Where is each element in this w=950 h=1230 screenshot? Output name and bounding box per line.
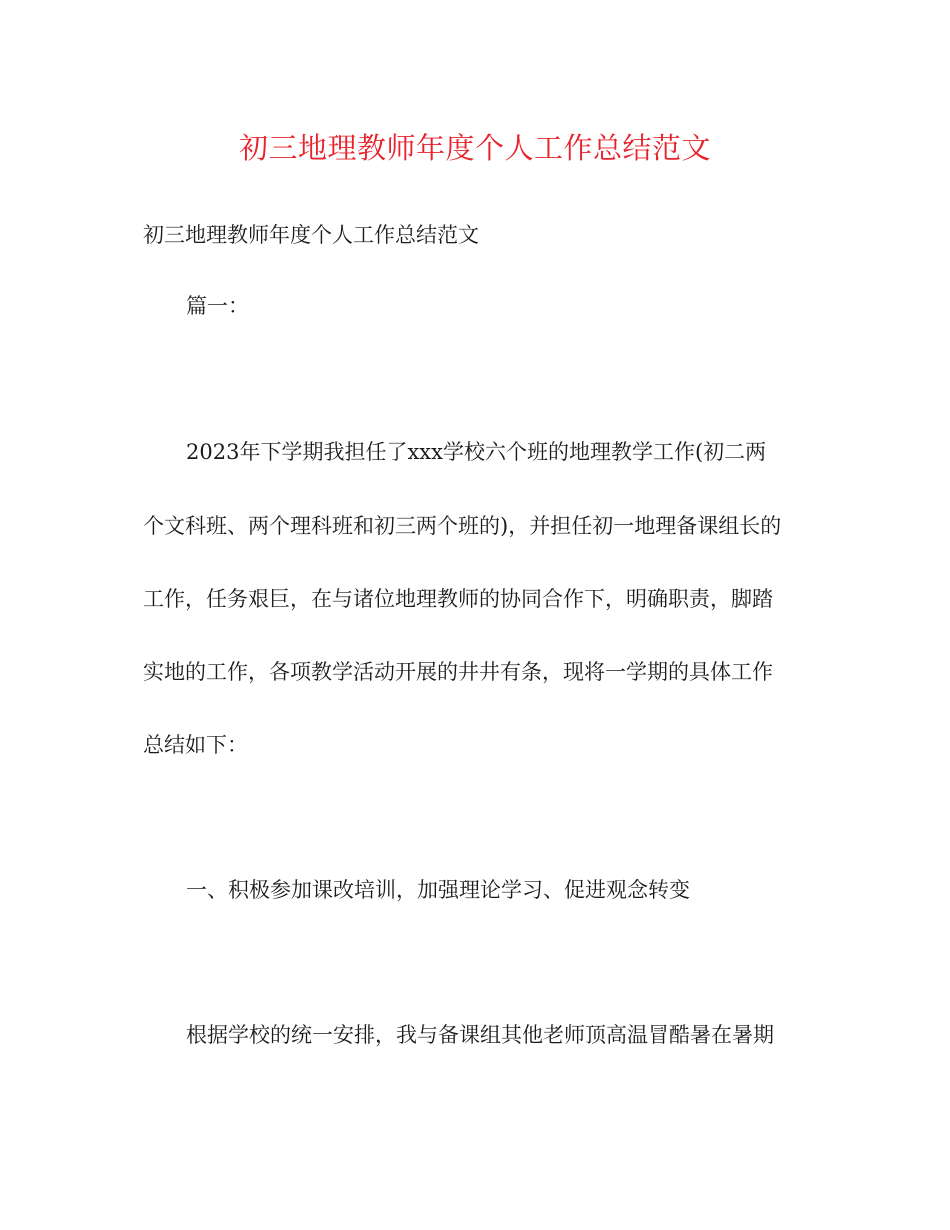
document-title: 初三地理教师年度个人工作总结范文 [238,131,711,165]
paragraph-line: 根据学校的统一安排，我与备课组其他老师顶高温冒酷暑在暑期 [186,1023,774,1047]
paragraph-line: 2023年下学期我担任了xxx学校六个班的地理教学工作(初二两 [186,440,767,464]
document-subtitle: 初三地理教师年度个人工作总结范文 [143,223,479,247]
paragraph-line: 实地的工作，各项教学活动开展的井井有条，现将一学期的具体工作 [143,660,773,684]
paragraph-line: 总结如下： [143,733,248,757]
section-label: 篇一： [186,294,249,318]
paragraph-line: 个文科班、两个理科班和初三两个班的)，并担任初一地理备课组长的 [143,514,782,538]
section-heading: 一、积极参加课改培训，加强理论学习、促进观念转变 [186,878,690,902]
paragraph-line: 工作，任务艰巨，在与诸位地理教师的协同合作下，明确职责，脚踏 [143,587,773,611]
